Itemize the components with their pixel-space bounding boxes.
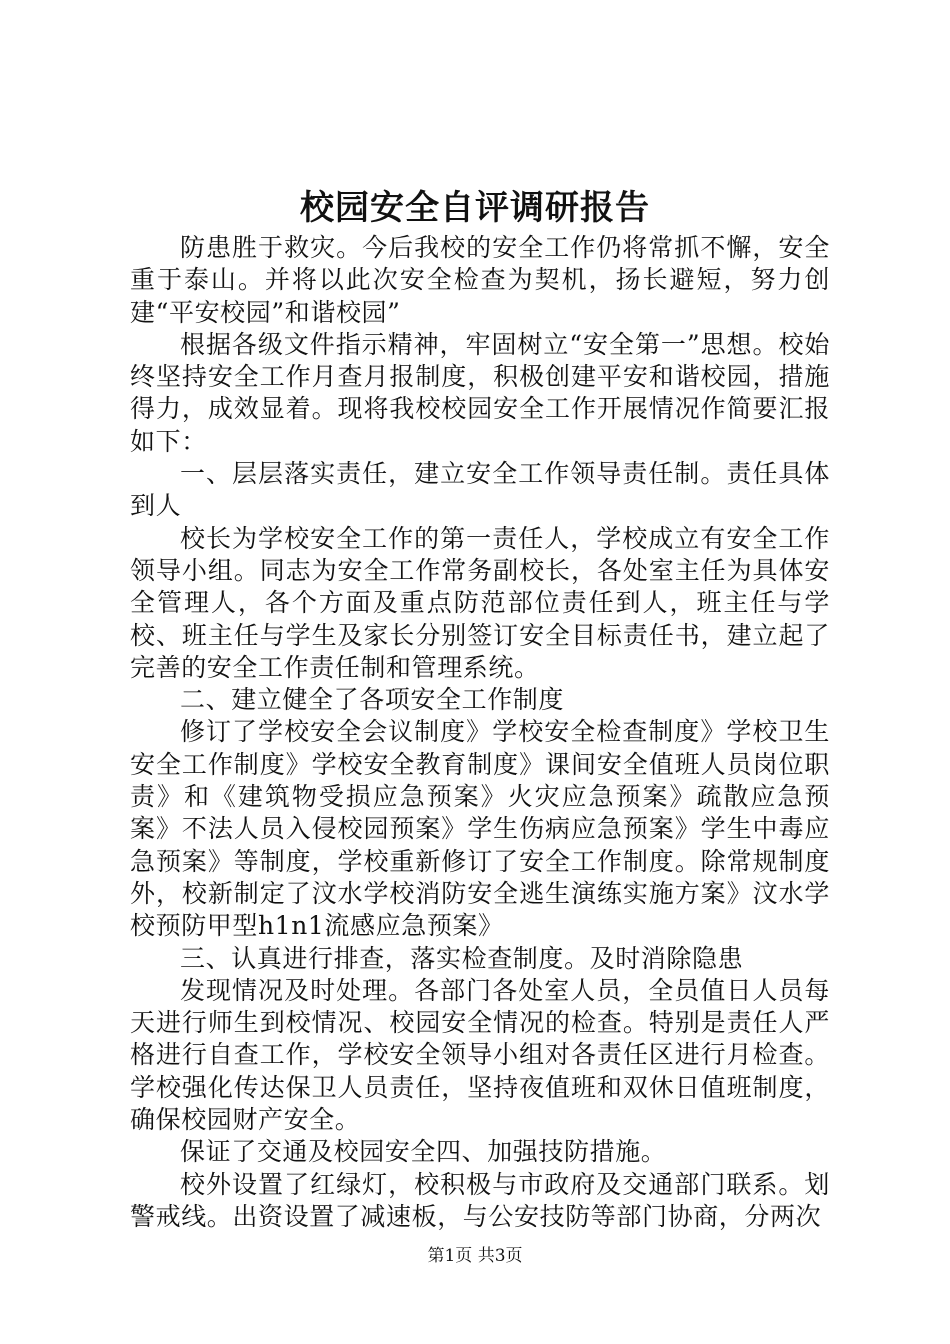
paragraph-technical-measures: 校外设置了红绿灯，校积极与市政府及交通部门联系。划警戒线。出资设置了减速板，与公安技防等部门协商，分两次 xyxy=(130,1169,830,1231)
page-footer: 第1页 共3页 xyxy=(427,1246,523,1266)
paragraph-regulations: 修订了学校安全会议制度》学校安全检查制度》学校卫生安全工作制度》学校安全教育制度》课间安全值班人员岗位职责》和《建筑物受损应急预案》火灾应急预案》疏散应急预案》不法人员入侵校园预案》学生伤病应急预案》学生中毒应急预案》等制度，学校重新修订了安全工作制度。除常规制度外，校新制定了汶水学校消防安全逃生演练实施方案》汶水学校预防甲型h1n1流感应急预案》 xyxy=(130,717,830,941)
paragraph-responsibility: 校长为学校安全工作的第一责任人，学校成立有安全工作领导小组。同志为安全工作常务副校长，各处室主任为具体安全管理人，各个方面及重点防范部位责任到人，班主任与学校、班主任与学生及家长分别签订安全目标责任书，建立起了完善的安全工作责任制和管理系统。 xyxy=(130,523,830,682)
document-title: 校园安全自评调研报告 xyxy=(300,188,650,228)
section-heading-1: 一、层层落实责任，建立安全工作领导责任制。责任具体到人 xyxy=(130,459,830,521)
section-heading-2: 二、建立健全了各项安全工作制度 xyxy=(180,685,565,715)
paragraph-traffic-safety: 保证了交通及校园安全四、加强技防措施。 xyxy=(180,1137,667,1167)
paragraph-intro: 防患胜于救灾。今后我校的安全工作仍将常抓不懈，安全重于泰山。并将以此次安全检查为契机，扬长避短，努力创建“平安校园”和谐校园” xyxy=(130,233,830,327)
paragraph-inspection: 发现情况及时处理。各部门各处室人员，全员值日人员每天进行师生到校情况、校园安全情况的检查。特别是责任人严格进行自查工作，学校安全领导小组对各责任区进行月检查。学校强化传达保卫人员责任，坚持夜值班和双休日值班制度，确保校园财产安全。 xyxy=(130,975,830,1135)
document-body xyxy=(130,232,830,1233)
section-heading-3: 三、认真进行排查，落实检查制度。及时消除隐患 xyxy=(180,943,744,973)
paragraph-overview: 根据各级文件指示精神，牢固树立“安全第一”思想。校始终坚持安全工作月查月报制度，积极创建平安和谐校园，措施得力，成效显着。现将我校校园安全工作开展情况作简要汇报如下： xyxy=(130,329,830,456)
